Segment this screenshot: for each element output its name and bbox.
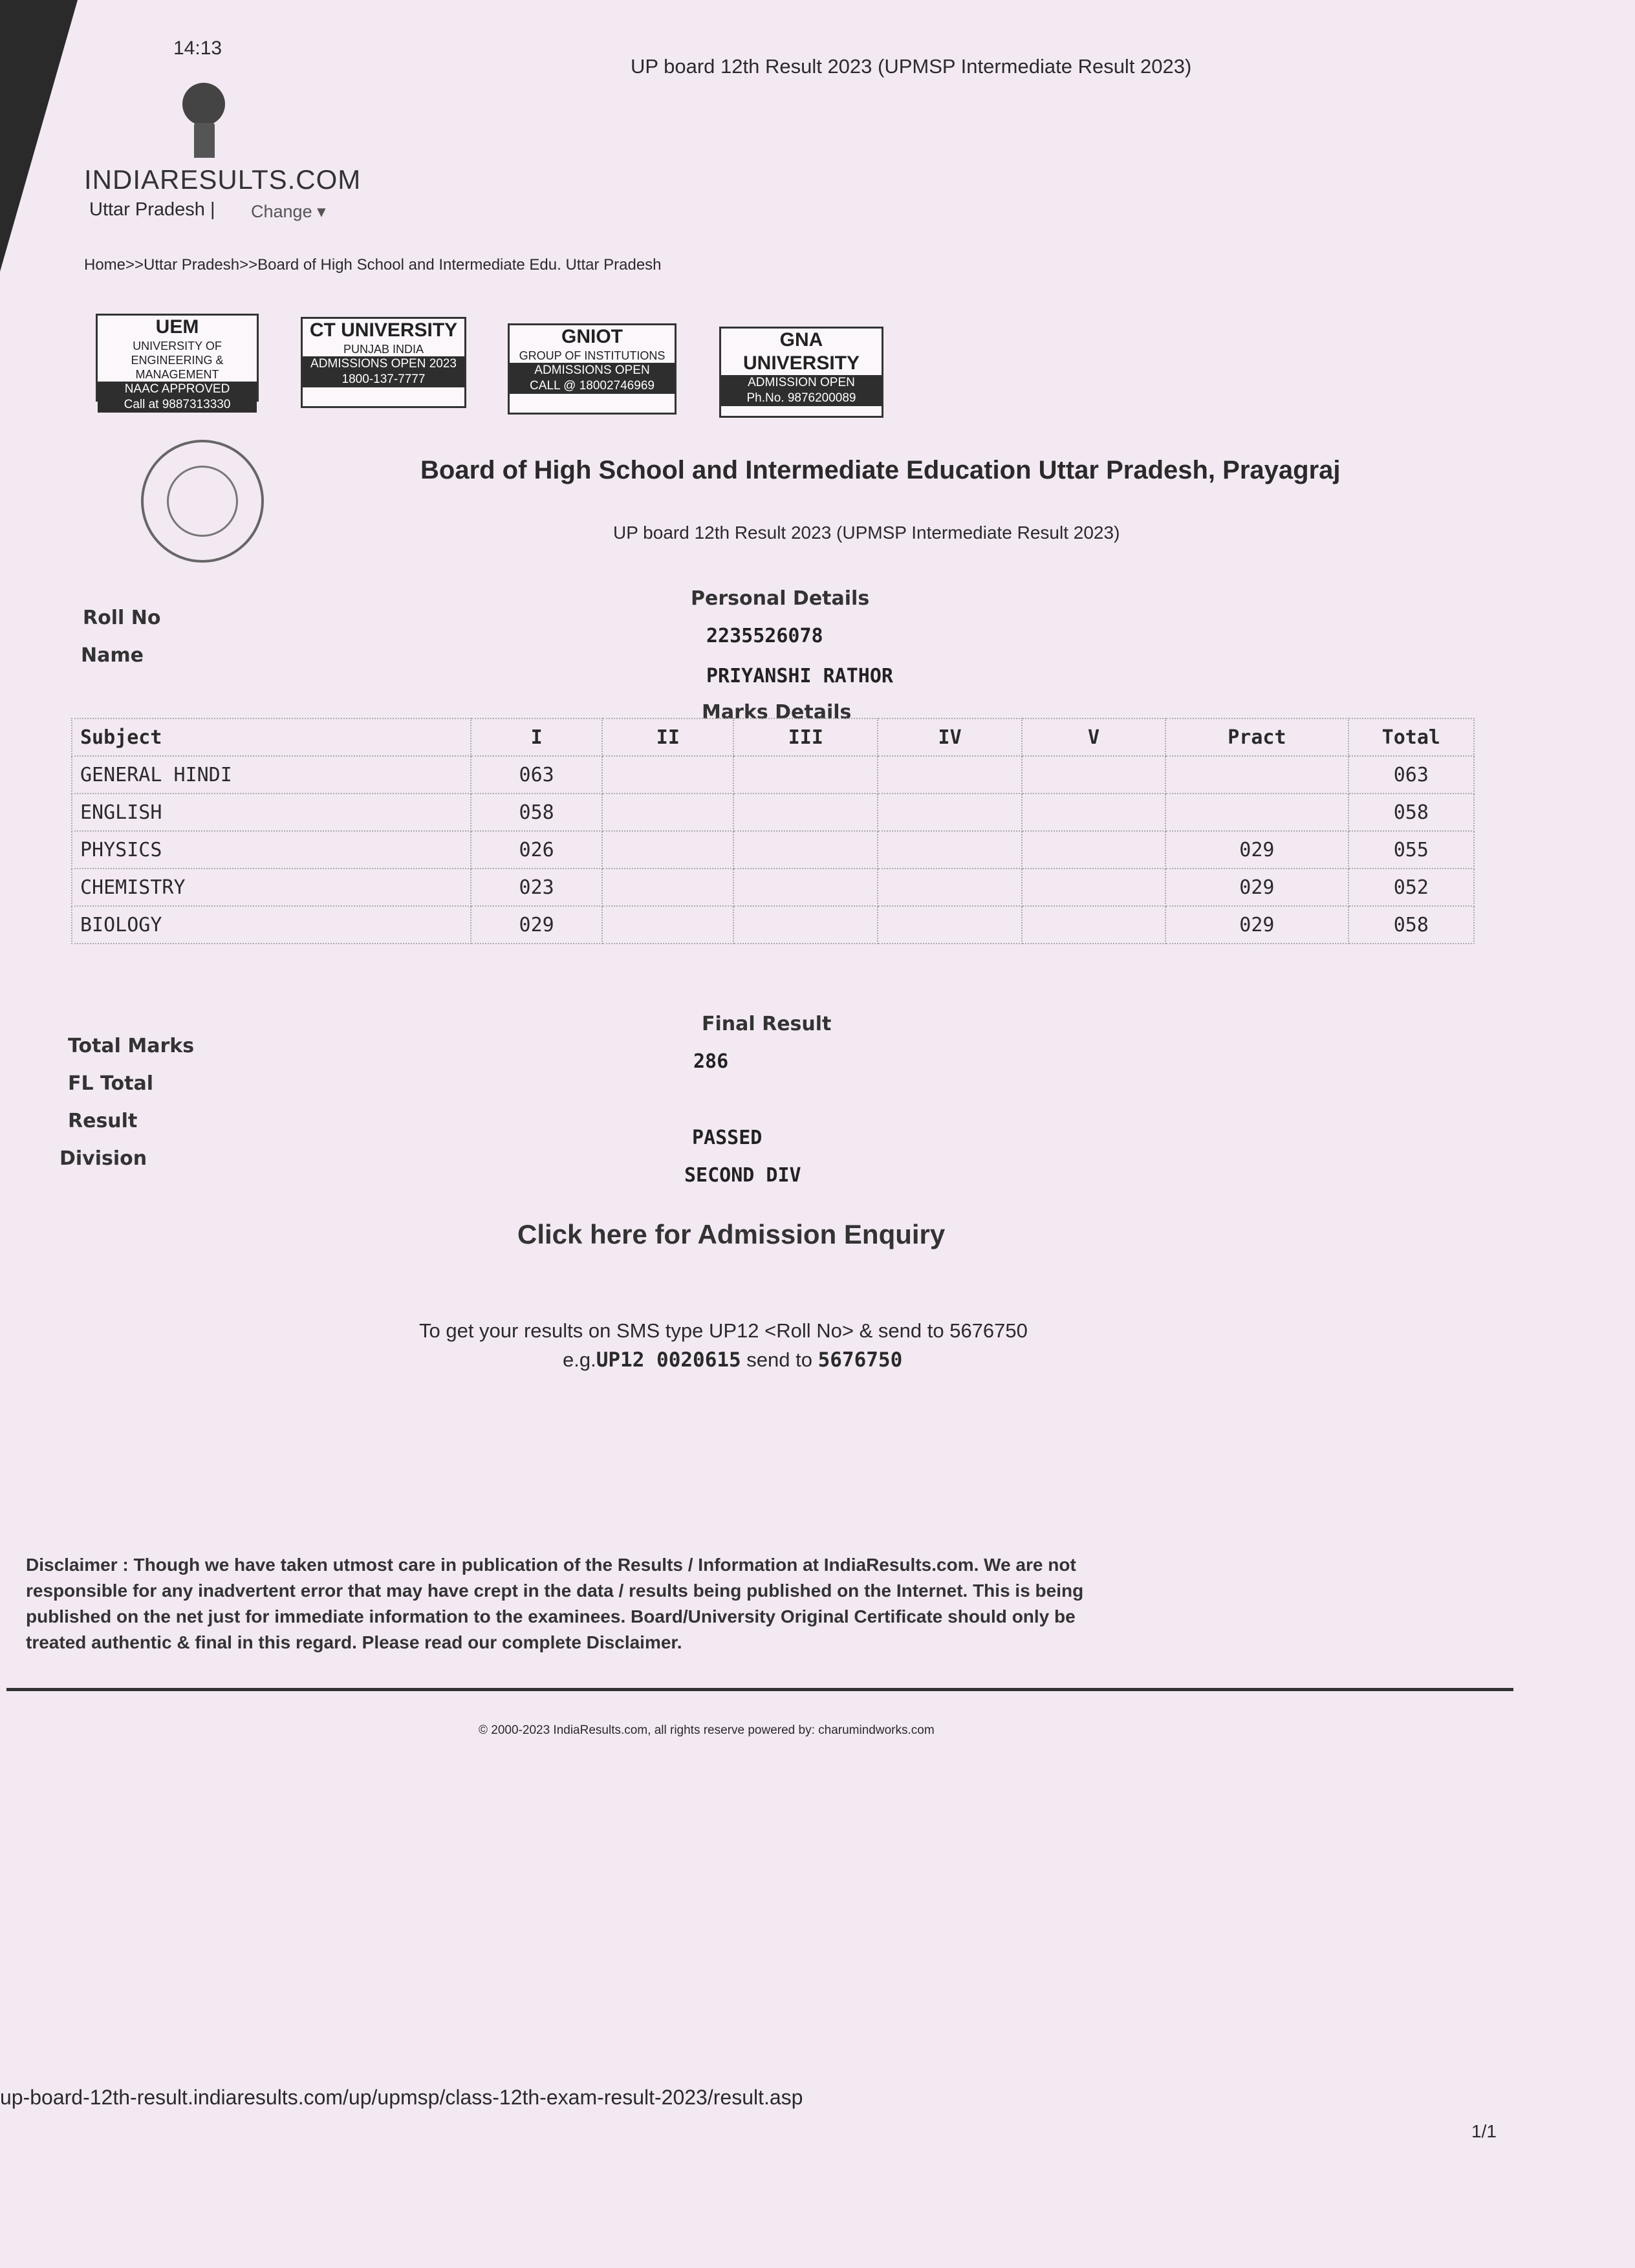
total-marks: 055 [1348,831,1474,869]
sms-example-prefix: e.g. [563,1348,596,1371]
ad-name: GNA UNIVERSITY [742,329,860,374]
sms-example-middle: send to [741,1348,818,1371]
paper-1-marks: 063 [471,756,602,794]
paper-2-marks [602,756,733,794]
paper-3-marks [733,831,878,869]
practical-marks: 029 [1165,906,1348,944]
ad-phone: Ph.No. 9876200089 [721,391,882,406]
subject-name: PHYSICS [72,831,471,869]
paper-4-marks [878,831,1022,869]
subject-name: GENERAL HINDI [72,756,471,794]
division-value: SECOND DIV [684,1164,801,1187]
ad-phone: Call at 9887313330 [98,397,257,413]
col-practical: Pract [1165,718,1348,756]
fl-total-label: FL Total [68,1072,154,1095]
sms-example [563,1348,902,1372]
total-marks: 052 [1348,869,1474,906]
result-label: Result [68,1110,138,1132]
print-page-title: UP board 12th Result 2023 (UPMSP Intermediate Result 2023) [631,55,1192,78]
site-logo-text[interactable]: INDIARESULTS.COM [84,164,362,195]
result-value: PASSED [692,1127,763,1149]
practical-marks: 029 [1165,869,1348,906]
paper-5-marks [1022,794,1165,831]
print-page-url: up-board-12th-result.indiaresults.com/up/upmsp/class-12th-exam-result-2023/result.asp [0,2086,803,2109]
ad-line: GROUP OF INSTITUTIONS [519,349,666,362]
paper-3-marks [733,794,878,831]
scan-shadow-corner [0,0,78,272]
table-row [72,756,1474,794]
division-label: Division [60,1147,147,1170]
roll-no-label: Roll No [83,607,161,629]
total-marks-value: 286 [693,1050,729,1073]
ad-line: PUNJAB INDIA [343,343,424,356]
paper-1-marks: 029 [471,906,602,944]
col-subject: Subject [72,718,471,756]
board-seal-inner [167,466,238,537]
paper-3-marks [733,906,878,944]
site-logo-stem [194,123,215,158]
paper-2-marks [602,906,733,944]
marks-details-heading: Marks Details [702,701,852,724]
admission-enquiry-link[interactable]: Click here for Admission Enquiry [517,1219,946,1249]
total-marks: 063 [1348,756,1474,794]
site-logo-icon[interactable] [182,83,225,125]
ad-name: UEM [155,316,199,338]
sms-example-code: UP12 0020615 [596,1348,741,1372]
paper-5-marks [1022,756,1165,794]
ad-tag: ADMISSION OPEN [721,375,882,391]
selected-state: Uttar Pradesh | [89,199,215,220]
ad-name: GNIOT [561,326,623,347]
table-row [72,906,1474,944]
col-paper-5: V [1022,718,1165,756]
breadcrumb[interactable]: Home>>Uttar Pradesh>>Board of High School and Intermediate Edu. Uttar Pradesh [84,256,662,274]
subject-name: ENGLISH [72,794,471,831]
col-paper-3: III [733,718,878,756]
footer-divider [6,1688,1513,1691]
total-marks-label: Total Marks [68,1035,195,1057]
copyright-text: © 2000-2023 IndiaResults.com, all rights reserve powered by: charumindworks.com [479,1723,935,1737]
marks-header-row [72,718,1474,756]
table-row [72,869,1474,906]
paper-1-marks: 023 [471,869,602,906]
print-time: 14:13 [173,38,222,59]
paper-5-marks [1022,906,1165,944]
paper-1-marks: 026 [471,831,602,869]
paper-5-marks [1022,831,1165,869]
col-paper-2: II [602,718,733,756]
change-state-dropdown[interactable]: Change ▾ [251,202,326,221]
board-title: Board of High School and Intermediate Education Uttar Pradesh, Prayagraj [420,456,1341,484]
name-value: PRIYANSHI RATHOR [706,665,893,687]
paper-2-marks [602,794,733,831]
ad-name: CT UNIVERSITY [309,319,458,341]
ad-tag: ADMISSIONS OPEN [510,363,675,378]
subject-name: CHEMISTRY [72,869,471,906]
paper-2-marks [602,831,733,869]
ad-phone: 1800-137-7777 [303,372,464,387]
practical-marks: 029 [1165,831,1348,869]
total-marks: 058 [1348,906,1474,944]
paper-5-marks [1022,869,1165,906]
ad-tag: NAAC APPROVED [98,382,257,397]
sms-instructions: To get your results on SMS type UP12 <Roll No> & send to 5676750 [419,1319,1028,1342]
col-total: Total [1348,718,1474,756]
practical-marks [1165,794,1348,831]
paper-3-marks [733,756,878,794]
table-row [72,794,1474,831]
ad-banner-uem[interactable] [96,314,259,411]
marks-table [71,718,1475,944]
col-paper-4: IV [878,718,1022,756]
ad-phone: CALL @ 18002746969 [510,378,675,394]
personal-details-heading: Personal Details [691,587,870,610]
final-result-heading: Final Result [702,1013,832,1035]
paper-4-marks [878,869,1022,906]
col-paper-1: I [471,718,602,756]
paper-4-marks [878,794,1022,831]
paper-4-marks [878,756,1022,794]
paper-3-marks [733,869,878,906]
subject-name: BIOLOGY [72,906,471,944]
table-row [72,831,1474,869]
sms-example-number: 5676750 [817,1348,903,1372]
paper-4-marks [878,906,1022,944]
page-number: 1/1 [1471,2121,1497,2141]
disclaimer-text: Disclaimer : Though we have taken utmost care in publication of the Results / Information at IndiaResults.com. We are not responsible for any inadvertent error that may have crept in the data / results being published on the Internet. This is being published on the net just for immediate information to the examinees. Board/University Original Certificate should only be treated authentic & final in this regard. Please read our complete Disclaimer. [26,1555,1084,1652]
paper-1-marks: 058 [471,794,602,831]
ad-tag: ADMISSIONS OPEN 2023 [303,356,464,372]
ad-banner-ct-university[interactable] [301,317,466,408]
name-label: Name [81,644,144,667]
total-marks: 058 [1348,794,1474,831]
result-subtitle: UP board 12th Result 2023 (UPMSP Intermediate Result 2023) [613,523,1120,543]
ad-banner-gna-university[interactable] [719,327,883,418]
roll-no-value: 2235526078 [706,625,823,647]
paper-2-marks [602,869,733,906]
ad-banner-gniot[interactable] [508,323,677,415]
practical-marks [1165,756,1348,794]
ad-line: UNIVERSITY OF ENGINEERING & MANAGEMENT [131,340,224,381]
